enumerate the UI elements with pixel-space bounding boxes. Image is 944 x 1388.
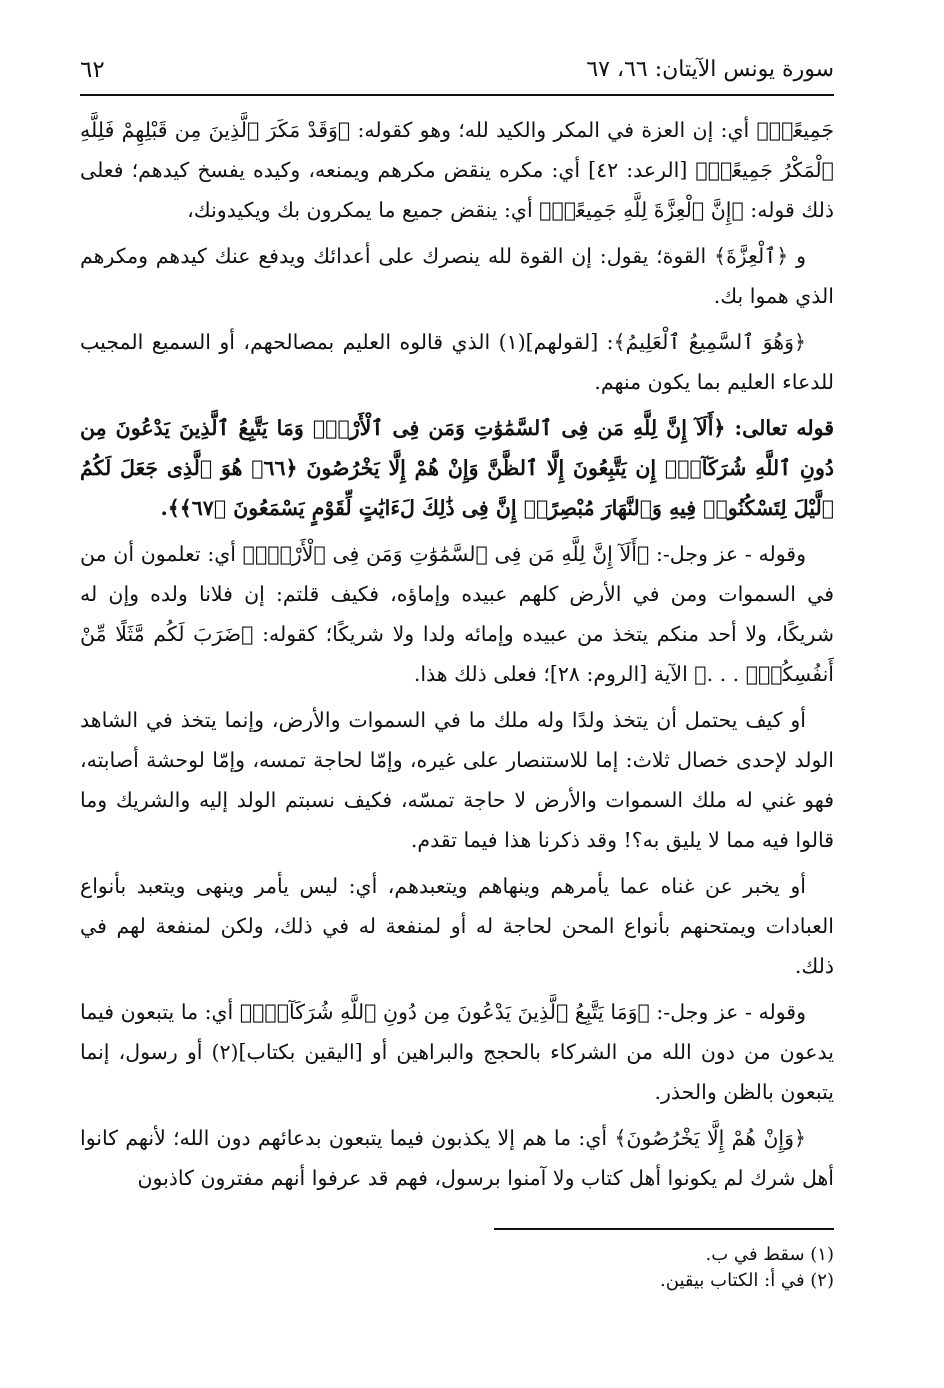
paragraph: أو كيف يحتمل أن يتخذ ولدًا وله ملك ما في السموات والأرض، وإنما يتخذ في الشاهد الولد لإحدى خصال ثلاث: إما للاستنصار على غيره، وإمّا لحاجة تمسه، وإمّا لوحشة أصابته، فهو غني له ملك السموات والأرض لا حاجة تمسّه، فكيف نسبتم الولد إليه والشريك وما قالوا فيه مما لا يليق به؟! وقد ذكرنا هذا فيما تقدم.: [80, 708, 834, 852]
paragraph: وقوله - عز وجل-: ﴿أَلَآ إِنَّ لِلَّهِ مَن فِى ٱلسَّمَٰوَٰتِ وَمَن فِى ٱلْأَرْضِۗ﴾ أي: تعلمون أن من في السموات ومن في الأرض كلهم عبيده وإماؤه، فكيف قلتم: إن فلانا ولده وإن له شريكًا، ولا أحد منكم يتخذ من عبيده وإمائه ولدا ولا شريكًا؛ كقوله: ﴿ضَرَبَ لَكُم مَّثَلًا مِّنْ أَنفُسِكُمْۖ . . .﴾ الآية [الروم: ٢٨]؛ فعلى ذلك هذا.: [80, 542, 834, 686]
page-number: ٦٢: [80, 57, 105, 83]
paragraph: أو يخبر عن غناه عما يأمرهم وينهاهم ويتعبدهم، أي: ليس يأمر وينهى ويتعبد بأنواع العبادات ويمتحنهم بأنواع المحن لحاجة له أو لمنفعة له في ذلك، ولكن لمنفعة لهم في ذلك.: [80, 874, 834, 978]
verse-lead: قوله تعالى:: [734, 416, 834, 440]
paragraph: ﴿وَهُوَ ٱلسَّمِيعُ ٱلْعَلِيمُ﴾: [لقولهم](١) الذي قالوه العليم بمصالحهم، أو السميع المجيب للدعاء العليم بما يكون منهم.: [80, 330, 834, 394]
paragraph: ﴿وَإِنْ هُمْ إِلَّا يَخْرُصُونَ﴾ أي: ما هم إلا يكذبون فيما يتبعون بدعائهم دون الله؛ لأنهم كانوا أهل شرك لم يكونوا أهل كتاب ولا آمنوا برسول، فهم قد عرفوا أنهم مفترون كاذبون: [80, 1126, 834, 1190]
footnote-divider: [494, 1228, 834, 1230]
paragraph: وقوله - عز وجل-: ﴿وَمَا يَتَّبِعُ ٱلَّذِينَ يَدْعُونَ مِن دُونِ ٱللَّهِ شُرَكَآءَۚ﴾ أي: ما يتبعون فيما يدعون من دون الله من الشركاء بالحجج والبراهين أو [اليقين بكتاب](٢) أو رسول، إنما يتبعون بالظن والحذر.: [80, 1000, 834, 1104]
running-header: [80, 52, 834, 96]
footnote: (٢) في أ: الكتاب بيقين.: [660, 1270, 834, 1291]
verse-paragraph: [80, 408, 834, 528]
verse-text: ﴿أَلَآ إِنَّ لِلَّهِ مَن فِى ٱلسَّمَٰوَٰتِ وَمَن فِى ٱلْأَرْضِۗ وَمَا يَتَّبِعُ ٱلَّذِينَ يَدْعُونَ مِن دُونِ ٱللَّهِ شُرَكَآءَۚ إِن يَتَّبِعُونَ إِلَّا ٱلظَّنَّ وَإِنْ هُمْ إِلَّا يَخْرُصُونَ ﴿٦٦﴾ هُوَ ٱلَّذِى جَعَلَ لَكُمُ ٱلَّيْلَ لِتَسْكُنُوا۟ فِيهِ وَٱلنَّهَارَ مُبْصِرًاۚ إِنَّ فِى ذَٰلِكَ لَءَايَٰتٍ لِّقَوْمٍ يَسْمَعُونَ ﴿٦٧﴾﴾.: [80, 416, 834, 520]
chapter-title: سورة يونس الآيتان: ٦٦، ٦٧: [586, 57, 834, 82]
page: [80, 52, 834, 1352]
body-text: [80, 110, 834, 1198]
paragraph: و ﴿ٱلْعِزَّةَ﴾ القوة؛ يقول: إن القوة لله ينصرك على أعدائك ويدفع عنك كيدهم ومكرهم الذي هموا بك.: [80, 244, 834, 308]
footnotes: [80, 1228, 834, 1294]
paragraph: جَمِيعًاۚ﴾ أي: إن العزة في المكر والكيد لله؛ وهو كقوله: ﴿وَقَدْ مَكَرَ ٱلَّذِينَ مِن قَبْلِهِمْ فَلِلَّهِ ٱلْمَكْرُ جَمِيعًاۖ﴾ [الرعد: ٤٢] أي: مكره ينقض مكرهم ويمنعه، وكيده يفسخ كيدهم؛ فعلى ذلك قوله: ﴿إِنَّ ٱلْعِزَّةَ لِلَّهِ جَمِيعًاۚ﴾ أي: ينقض جميع ما يمكرون بك ويكيدونك،: [80, 118, 834, 222]
footnote: (١) سقط في ب.: [705, 1244, 834, 1265]
